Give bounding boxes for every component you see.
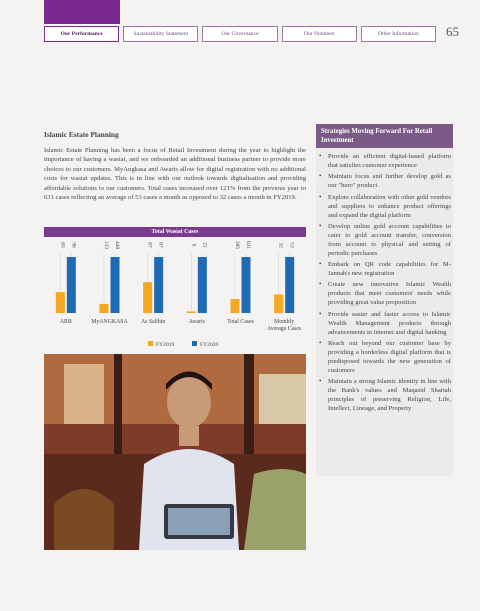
strategy-item — [318, 377, 451, 413]
data-label: 0 — [190, 243, 197, 247]
strategy-item-text: Embark on QR code capabilities for M-Jannah's new registration — [328, 261, 451, 278]
category-label: MyANGKASA — [91, 319, 128, 325]
bar-fy2020 — [285, 257, 294, 313]
customer-photo — [44, 354, 306, 550]
strategy-item — [318, 260, 451, 278]
bar-fy2019 — [231, 299, 240, 313]
bullet-icon: • — [319, 280, 322, 289]
tab-sustainability-statement[interactable]: Sustainability Statement — [123, 26, 198, 42]
data-label: 631 — [245, 240, 251, 250]
data-label: 32 — [277, 242, 284, 248]
strategy-list — [318, 152, 451, 416]
bar-fy2019 — [100, 304, 109, 313]
bar-fy2019 — [187, 312, 196, 314]
strategy-item-text: Create new innovative Islamic Wealth products that meet customers' needs while providing great value proposition — [328, 281, 451, 307]
data-label: 448 — [114, 240, 120, 250]
strategy-item — [318, 339, 451, 375]
category-label: As Salihin — [141, 319, 166, 325]
data-label: 67 — [146, 242, 153, 248]
tab-our-governance[interactable]: Our Governance — [202, 26, 277, 42]
strategy-item-text: Maintain focus and further develop gold as our "hero" product — [328, 173, 451, 190]
strategy-item-text: Provide easier and faster access to Islamic Wealth Management products through advancements in internet and digital banking — [328, 310, 451, 336]
strategy-item-text: Provide an efficient digital-based platform that satisfies customer experience — [328, 153, 451, 169]
strategy-item-text: Maintain a strong Islamic identity in line with the Bank's values and Maqasid Shariah principles of preserving Religion, Life, Intellect, Lineage, and Property — [328, 378, 451, 413]
bullet-icon: • — [319, 309, 322, 318]
data-label: 21 — [201, 242, 208, 248]
bullet-icon: • — [319, 192, 322, 201]
strategy-item — [318, 172, 451, 190]
data-label: 96 — [70, 242, 77, 248]
category-label: Total Cases — [227, 319, 254, 325]
data-label: 53 — [288, 242, 295, 248]
strategy-item-text: Develop online gold account capabilities to cater to gold account transfer, conversion from account to physical and setting of periodic purchases — [328, 222, 451, 257]
page-number: 65 — [446, 24, 459, 39]
section-nav — [44, 26, 436, 42]
bar-fy2019 — [143, 282, 152, 313]
strategy-item — [318, 222, 451, 258]
data-label: 133 — [103, 240, 109, 250]
strategy-item-text: Reach out beyond our customer base by providing a borderless digital platform that is predisposed towards the new generation of customers — [328, 340, 451, 375]
strategy-item — [318, 310, 451, 337]
tab-our-performance[interactable]: Our Performance — [44, 26, 119, 42]
strategy-item-text: Explore collaboration with other gold vendors and suppliers to enhance product offerings and expand the digital platform — [328, 193, 451, 219]
bar-fy2020 — [154, 257, 163, 313]
bar-fy2020 — [111, 257, 120, 313]
wasiat-chart — [44, 227, 306, 352]
chart-title: Total Wasiat Cases — [44, 227, 306, 237]
bullet-icon: • — [319, 377, 322, 386]
chart-legend — [148, 341, 219, 348]
legend-label: FY2020 — [200, 342, 219, 348]
bullet-icon: • — [319, 221, 322, 230]
bar-fy2020 — [198, 257, 207, 313]
legend-swatch — [192, 341, 197, 346]
photo-illustration — [44, 354, 306, 550]
strategy-heading: Strategies Moving Forward For Retail Investment — [316, 124, 453, 148]
data-label: 67 — [157, 242, 164, 248]
bar-fy2020 — [67, 257, 76, 313]
chart-svg — [44, 237, 306, 352]
bullet-icon: • — [319, 172, 322, 181]
header-accent-block — [44, 0, 120, 24]
bullet-icon: • — [319, 152, 322, 160]
section-body: Islamic Estate Planning has been a focus of Retail Investment during the year to highlight the importance of having a wasiat, and we onboarded an additional business partner to provide more choices to our customers. MyAngkasa and Awaris allow for digital registration with no additional costs for wasiat updates. This is in line with our outlook towards digitalisation and providing affordable solutions to our customers. Total cases increased over 121% from the previous year to 631 cases reflecting an average of 53 cases a month as opposed to 32 cases a month in FY2019. — [44, 147, 306, 202]
strategy-item — [318, 280, 451, 307]
tab-other-information[interactable]: Other Information — [361, 26, 436, 42]
category-label: Average Cases — [267, 326, 302, 332]
section-title: Islamic Estate Planning — [44, 130, 119, 139]
bar-fy2019 — [274, 294, 283, 313]
legend-swatch — [148, 341, 153, 346]
bullet-icon: • — [319, 260, 322, 269]
category-label: ARB — [59, 319, 72, 325]
category-label: Monthly — [274, 319, 295, 325]
strategy-item — [318, 193, 451, 220]
tab-our-numbers[interactable]: Our Numbers — [282, 26, 357, 42]
data-label: 65 — [59, 242, 66, 248]
category-label: Awaris — [188, 319, 205, 325]
bar-fy2020 — [242, 257, 251, 313]
bullet-icon: • — [319, 339, 322, 348]
bar-fy2019 — [56, 292, 65, 313]
strategy-item — [318, 152, 451, 170]
legend-label: FY2019 — [156, 342, 175, 348]
data-label: 285 — [234, 240, 240, 250]
